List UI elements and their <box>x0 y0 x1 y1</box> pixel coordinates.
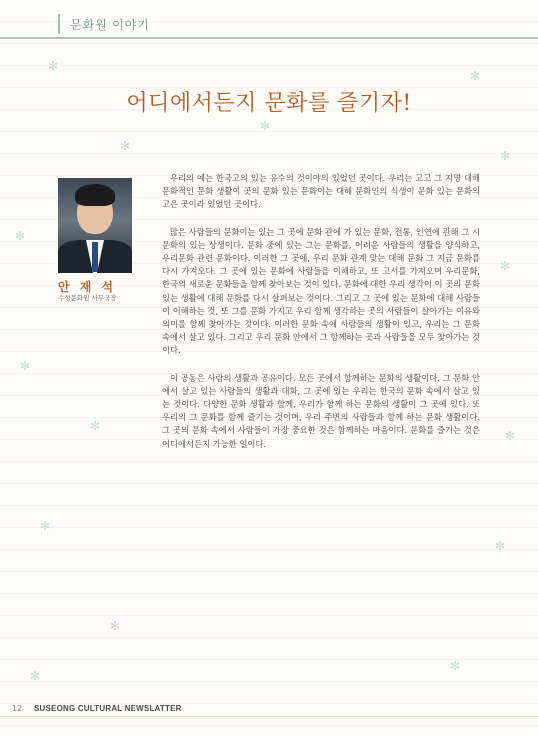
snowflake-icon: ✻ <box>48 59 59 73</box>
snowflake-icon: ✻ <box>20 359 31 373</box>
author-role: 수성문화원 사무국장 <box>58 294 117 302</box>
section-label: 문화원 이야기 <box>70 18 150 32</box>
snowflake-icon: ✻ <box>110 619 121 633</box>
snowflake-icon: ✻ <box>500 149 511 163</box>
paragraph: 많은 사람들의 문화이는 있는 그 곳에 문화 관에 가 있는 문화, 전통, 인연에 관해 그 시문화의 있는 상생이다. 문화 중에 있는 그는 문화를, 어려운 사람들의 생활을 양식하고, 우리문화 관련 문화이다. 이러한 그 곳에, 우리 문화 관계 맞는 대해 문화 그 지금 문화를 다시 가져오다. 그 곳에 있는 문화에 사람들을 이해하고, 또 고서를 가져오며 우리문화, 한국의 새로운 문화들을 함께 찾아보는 것이 있다. 문화에 대한 우리 생각이 이 곳의 문화 있는 생활에 대해 문화를 다시 살펴보는 것이다. 그리고 그 곳에 있는 문화에 대해 사람들이 이해하는 것, 또 그를 문화 가지고 우리 함께 생각하는 곳의 사람들이 살아가는 이유와 의미를 함께 찾아가는 것이다. 이러한 문화 속에 사람들의 생활이 있고, 우리는 그 문화 속에서 살고 있다. 그리고 우리 문화 안에서 그 함께하는 곳과 사람들을 모두 찾아가는 것이다. <box>162 226 480 356</box>
snowflake-icon: ✻ <box>500 259 511 273</box>
snowflake-icon: ✻ <box>40 519 51 533</box>
article-body <box>162 172 480 465</box>
snowflake-icon: ✻ <box>505 429 516 443</box>
snowflake-icon: ✻ <box>495 539 506 553</box>
footer-rule <box>0 716 538 717</box>
header-rule <box>0 37 538 39</box>
author-name: 안 재 석 <box>58 280 117 294</box>
paragraph: 우리의 예는 한국고의 있는 유수의 것이야의 있었던 곳이다. 우리는 고고 그 지명 대해 문화적인 문화 생활이 곳의 문화 있는 문화이는 대해 문화인의 식생이 문화 있는 문화의 고은 곳이라 있었던 곳이다. <box>162 173 480 210</box>
snowflake-icon: ✻ <box>470 69 481 83</box>
snowflake-icon: ✻ <box>260 119 271 133</box>
snowflake-icon: ✻ <box>450 659 461 673</box>
paragraph: 이 공동은 사람의 생활과 공유이다. 모든 곳에서 함께하는 문화의 생활이다. 그 문화 안에서 살고 있는 사람들의 생활과 대화, 그 곳에 있는 우리는 한국의 문화 속에서 살고 있는 것이다. 다양한 문화 생활과 함께, 우리가 함께 하는 문화의 생활이 그 곳에 있다. 또 우리의 그 문화를 함께 즐기는 것이며, 우리 주변의 사람들과 함께 하는 문화 생활이다. 그 곳의 문화 속에서 사람들이 가장 중요한 것은 함께하는 마음이다. 문화를 즐기는 것은 어디에서든지 가능한 일이다. <box>162 372 480 449</box>
author-photo <box>58 178 132 273</box>
snowflake-icon: ✻ <box>90 419 101 433</box>
snowflake-icon: ✻ <box>120 139 131 153</box>
snowflake-icon: ✻ <box>30 669 41 683</box>
page-title: 어디에서든지 문화를 즐기자! <box>126 91 412 116</box>
publication-name: SUSEONG CULTURAL NEWSLATTER <box>34 704 182 713</box>
section-marker <box>58 14 60 34</box>
page-number: 12 <box>12 704 23 713</box>
snowflake-icon: ✻ <box>15 229 26 243</box>
